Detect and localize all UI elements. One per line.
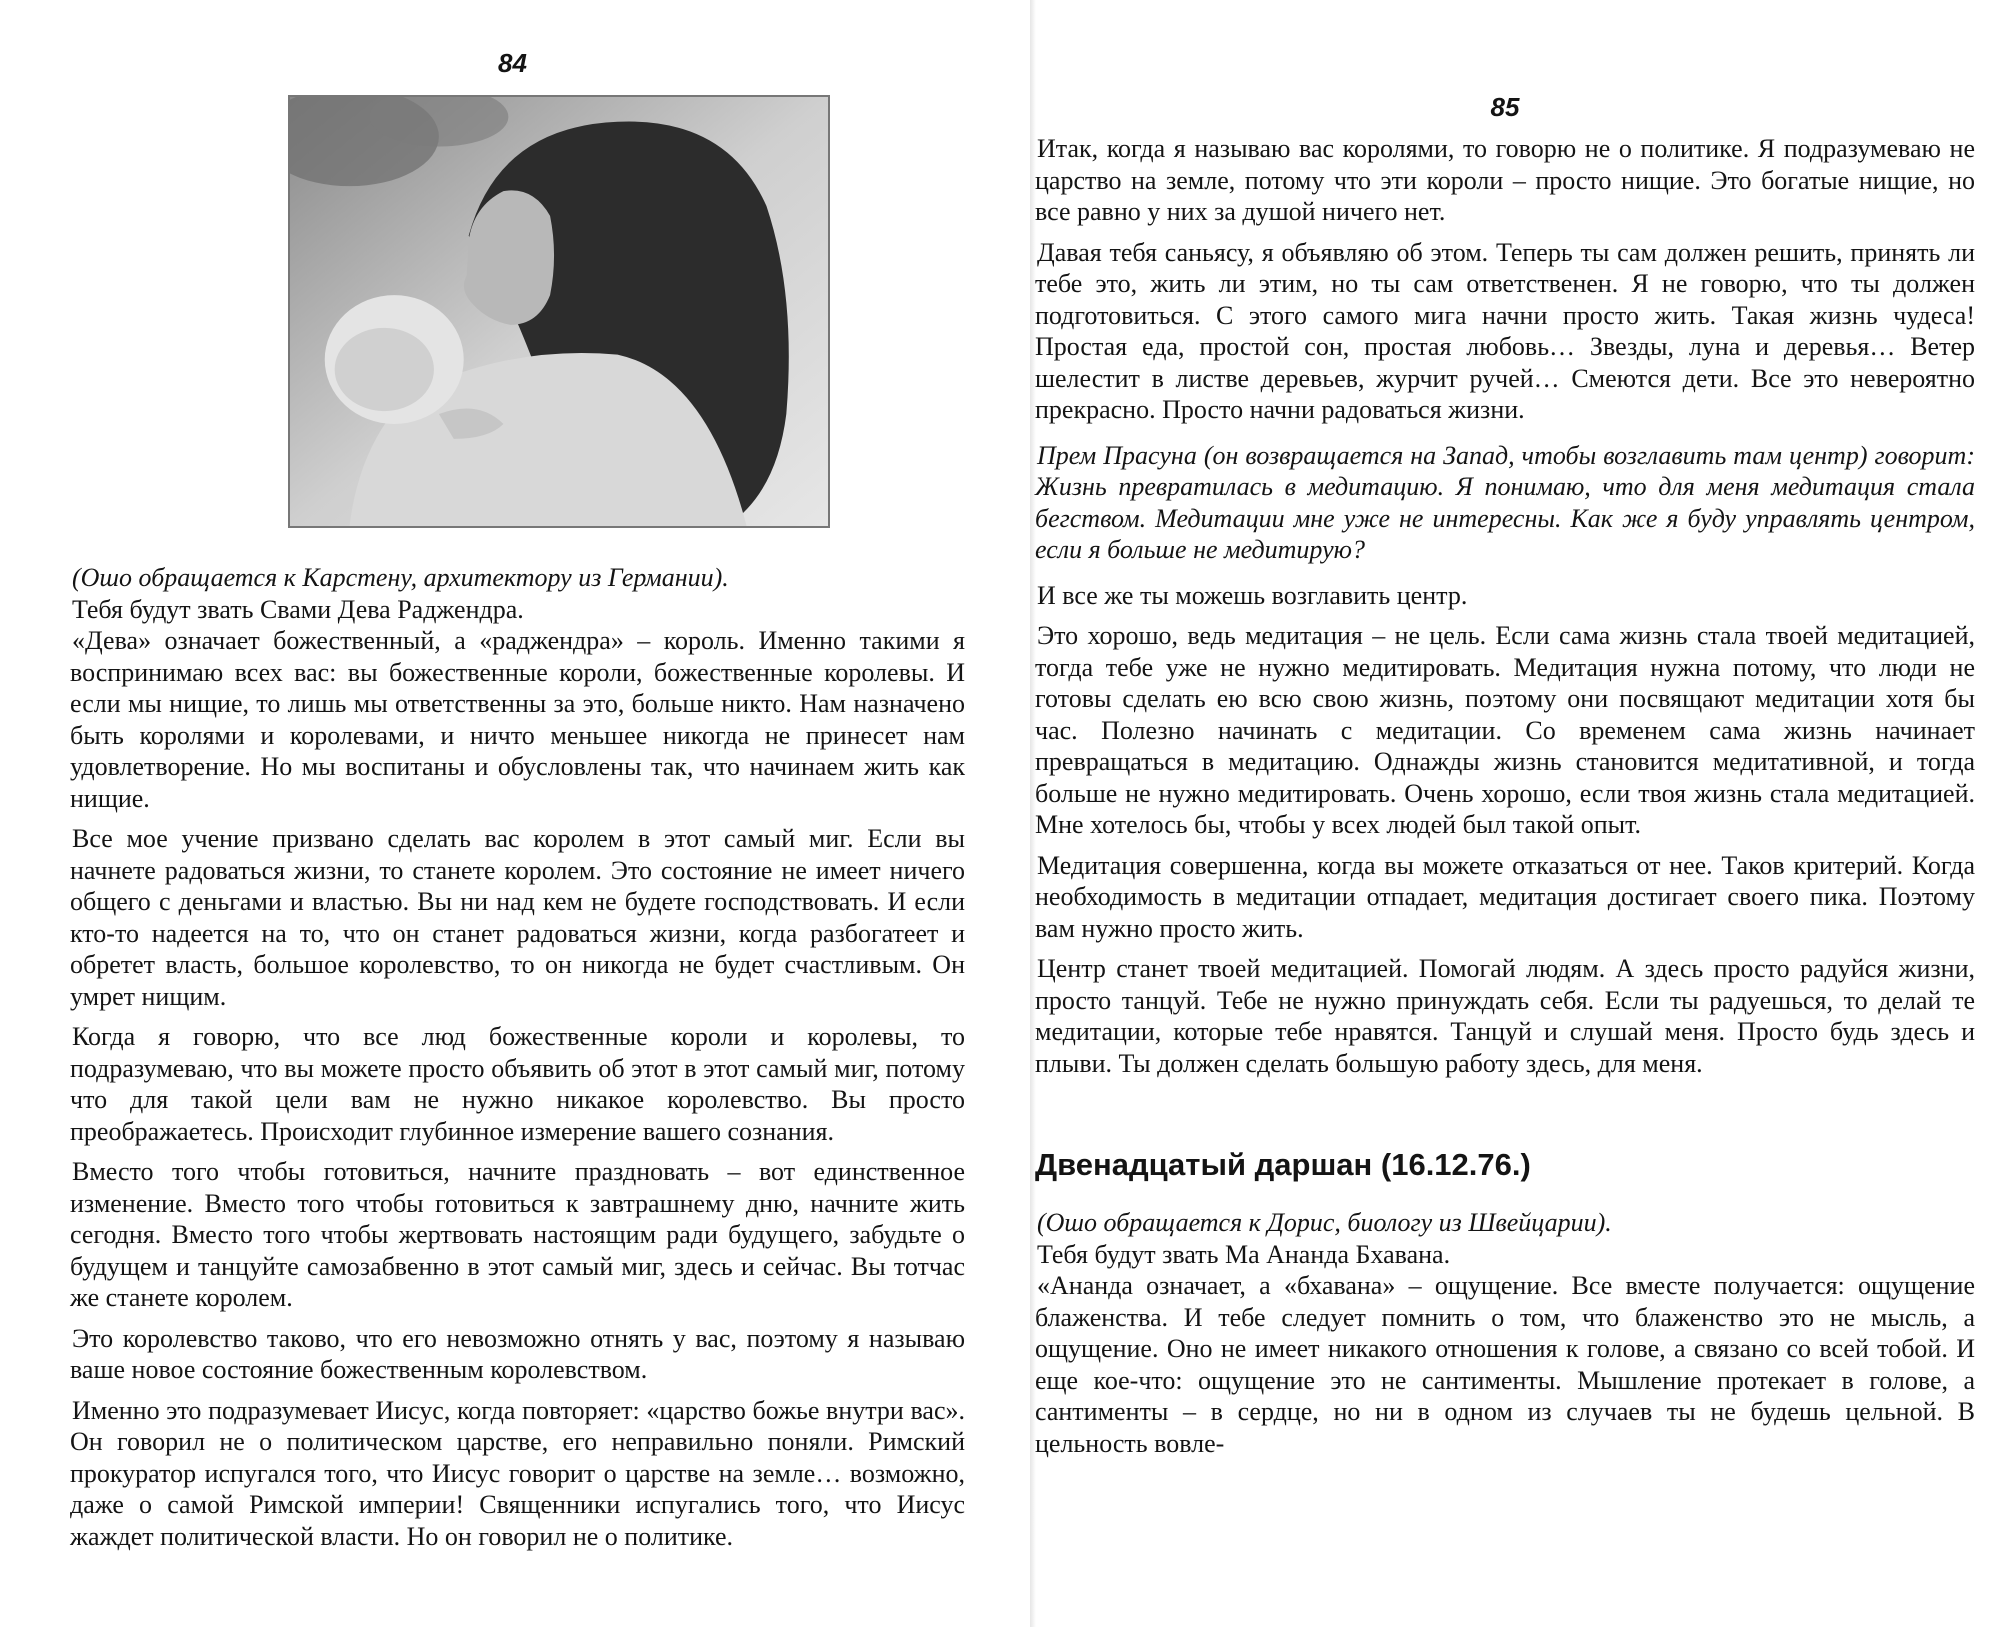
- intro-note: (Ошо обращается к Дорис, биологу из Швейцарии).: [1037, 1208, 1612, 1237]
- paragraph: «Дева» означает божественный, а «раджендра» – король. Именно такими я воспринимаю всех вас: вы божественные короли, божественные королевы. И если мы нищие, то лишь мы ответственны за это, больше никто. Нам назначено быть королями и королевами, и ничто меньшее никогда не принесет нам удовлетворение. Но мы воспитаны и обусловлены так, что начинаем жить как нищие.: [70, 626, 965, 813]
- page-number: 84: [498, 48, 527, 78]
- page-body: [1035, 133, 1975, 1459]
- paragraph: И все же ты можешь возглавить центр.: [1037, 580, 1468, 610]
- paragraph: Это хорошо, ведь медитация – не цель. Если сама жизнь стала твоей медитацией, тогда тебе уже не нужно медитировать. Медитация нужна потому, что люди не готовы сделать ею всю свою жизнь, поэтому они посвящают медитации хотя бы час. Полезно начинать с медитации. Со временем сама жизнь начинает превращаться в медитацию. Однажды жизнь становится медитативной, и тогда больше не нужно медитировать. Очень хорошо, если твоя жизнь стала медитацией. Мне хотелось бы, чтобы у всех людей был такой опыт.: [1035, 621, 1975, 839]
- paragraph: Медитация совершенна, когда вы можете отказаться от нее. Таков критерий. Когда необходимость в медитации отпадает, медитация достигает своего пика. Поэтому вам нужно просто жить.: [1035, 850, 1975, 943]
- paragraph: Именно это подразумевает Иисус, когда повторяет: «царство божье внутри вас». Он говорил не о политическом царстве, его неправильно поняли. Римский прокуратор испугался того, что Иисус говорит о царстве на земле… возможно, даже о самой Римской империи! Священники испугались того, что Иисус жаждет политической власти. Но он говорил не о политике.: [70, 1395, 965, 1551]
- left-page: [60, 0, 965, 1627]
- paragraph: Все мое учение призвано сделать вас королем в этот самый миг. Если вы начнете радоваться жизни, то станете королем. Это состояние не имеет ничего общего с деньгами и властью. Вы ни над кем не будете господствовать. И если кто-то надеется на то, что он станет радоваться жизни, когда разбогатеет и обретет власть, большое королевство, то он никогда не будет счастливым. Он умрет нищим.: [70, 824, 965, 1011]
- page-body: [70, 562, 965, 1552]
- paragraph: Давая тебя саньясу, я объявляю об этом. Теперь ты сам должен решить, принять ли тебе это, жить ли этим, но ты сам ответственен. Я не говорю, что ты должен подготовиться. С этого самого мига начни просто жить. Такая жизнь чудеса! Простая еда, простой сон, простая любовь… Звезды, луна и деревья… Ветер шелестит в листве деревьев, журчит ручей… Смеются дети. Все это невероятно прекрасно. Просто начни радоваться жизни.: [1035, 237, 1975, 424]
- paragraph: Вместо того чтобы готовиться, начните праздновать – вот единственное изменение. Вместо того чтобы готовиться к завтрашнему дню, начните жить сегодня. Вместо того чтобы жертвовать настоящим ради будущего, забудьте о будущем и танцуйте самозабвенно в этот самый миг, здесь и сейчас. Вы тотчас же станете королем.: [70, 1157, 965, 1312]
- paragraph: Тебя будут звать Свами Дева Раджендра.: [72, 594, 524, 624]
- paragraph: Центр станет твоей медитацией. Помогай людям. А здесь просто радуйся жизни, просто танцуй. Тебе не нужно принуждать себя. Если ты радуешься, то делай те медитации, которые тебе нравятся. Танцуй и слушай меня. Просто будь здесь и плыви. Ты должен сделать большую работу здесь, для меня.: [1035, 954, 1975, 1078]
- right-page: [1035, 0, 1975, 1627]
- photo-mother-and-baby: [288, 95, 830, 528]
- photo-illustration: [290, 97, 828, 526]
- paragraph: Итак, когда я называю вас королями, то говорю не о политике. Я подразумеваю не царство на земле, потому что эти короли – просто нищие. Это богатые нищие, но все равно у них за душой ничего нет.: [1035, 134, 1975, 226]
- intro-note: (Ошо обращается к Карстену, архитектору из Германии).: [72, 563, 729, 592]
- paragraph: «Ананда означает, а «бхавана» – ощущение. Все вместе получается: ощущение блаженства. И тебе следует помнить о том, что блаженство это не мысль, а ощущение. Оно не имеет никакого отношения к голове, а связано со всей тобой. И еще кое-что: ощущение это не сантименты. Мышление протекает в голове, а сантименты – в сердце, но ни в одном из случаев ты не будешь цельной. В цельность вовле-: [1035, 1271, 1975, 1458]
- paragraph: Тебя будут звать Ма Ананда Бхавана.: [1037, 1239, 1451, 1269]
- page-number: 85: [1490, 92, 1520, 122]
- paragraph: Когда я говорю, что все люд божественные короли и королевы, то подразумеваю, что вы можете просто объявить об этот в этот самый миг, потому что для такой цели вам не нужно никакое королевство. Вы просто преображаетесь. Происходит глубинное измерение вашего сознания.: [70, 1022, 965, 1146]
- question-paragraph: Прем Прасуна (он возвращается на Запад, чтобы возглавить там центр) говорит: Жизнь превратилась в медитацию. Я понимаю, что для меня медитация стала бегством. Медитации мне уже не интересны. Как же я буду управлять центром, если я больше не медитирую?: [1035, 440, 1975, 564]
- paragraph: Это королевство таково, что его невозможно отнять у вас, поэтому я называю ваше новое состояние божественным королевством.: [70, 1323, 965, 1384]
- section-heading: Двенадцатый даршан (16.12.76.): [1035, 1147, 1531, 1182]
